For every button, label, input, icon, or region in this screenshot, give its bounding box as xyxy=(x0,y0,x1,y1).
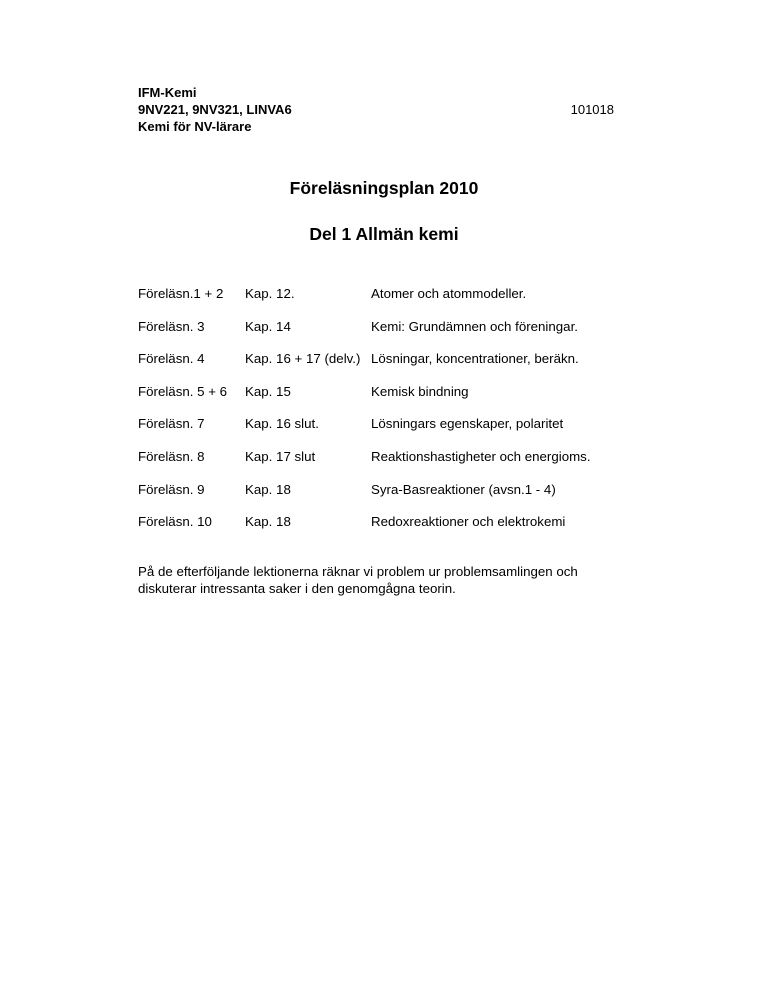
schedule-row xyxy=(138,350,658,383)
schedule-row xyxy=(138,415,658,448)
schedule-row xyxy=(138,285,658,318)
closing-note xyxy=(138,563,638,597)
document-header xyxy=(138,84,614,135)
chapter-cell: Kap. 18 xyxy=(245,514,291,530)
page-title: Föreläsningsplan 2010 xyxy=(289,178,479,198)
lecture-cell: Föreläsn. 7 xyxy=(138,416,205,432)
lecture-cell: Föreläsn. 8 xyxy=(138,448,205,464)
schedule-row xyxy=(138,513,658,546)
course-name: Kemi för NV-lärare xyxy=(138,119,252,134)
topic-cell: Syra-Basreaktioner (avsn.1 - 4) xyxy=(371,481,556,497)
note-line: diskuterar intressanta saker i den genomgågna teorin. xyxy=(138,581,456,596)
topic-cell: Reaktionshastigheter och energioms. xyxy=(371,448,591,464)
schedule-row xyxy=(138,318,658,351)
chapter-cell: Kap. 15 xyxy=(245,383,291,399)
chapter-cell: Kap. 18 xyxy=(245,481,291,497)
topic-cell: Kemi: Grundämnen och föreningar. xyxy=(371,318,578,334)
lecture-cell: Föreläsn. 10 xyxy=(138,514,212,530)
chapter-cell: Kap. 12. xyxy=(245,286,295,301)
document-date: 101018 xyxy=(570,102,614,117)
schedule-row xyxy=(138,383,658,416)
topic-cell: Kemisk bindning xyxy=(371,383,469,399)
chapter-cell: Kap. 16 + 17 (delv.) xyxy=(245,351,361,367)
lecture-cell: Föreläsn. 4 xyxy=(138,351,205,367)
topic-cell: Lösningars egenskaper, polaritet xyxy=(371,416,564,432)
schedule-row xyxy=(138,448,658,481)
chapter-cell: Kap. 14 xyxy=(245,318,291,334)
chapter-cell: Kap. 16 slut. xyxy=(245,416,319,432)
lecture-schedule xyxy=(138,285,658,546)
lecture-cell: Föreläsn. 3 xyxy=(138,318,205,334)
topic-cell: Lösningar, koncentrationer, beräkn. xyxy=(371,351,579,367)
topic-cell: Redoxreaktioner och elektrokemi xyxy=(371,514,566,530)
schedule-row xyxy=(138,481,658,514)
lecture-cell: Föreläsn. 9 xyxy=(138,481,205,497)
course-codes: 9NV221, 9NV321, LINVA6 xyxy=(138,102,292,117)
note-line: På de efterföljande lektionerna räknar vi problem ur problemsamlingen och xyxy=(138,564,578,579)
lecture-cell: Föreläsn. 5 + 6 xyxy=(138,383,228,399)
page-subtitle: Del 1 Allmän kemi xyxy=(309,224,459,244)
chapter-cell: Kap. 17 slut xyxy=(245,448,316,464)
topic-cell: Atomer och atommodeller. xyxy=(371,286,527,301)
lecture-cell: Föreläsn.1 + 2 xyxy=(138,286,224,301)
department-label: IFM-Kemi xyxy=(138,85,197,100)
